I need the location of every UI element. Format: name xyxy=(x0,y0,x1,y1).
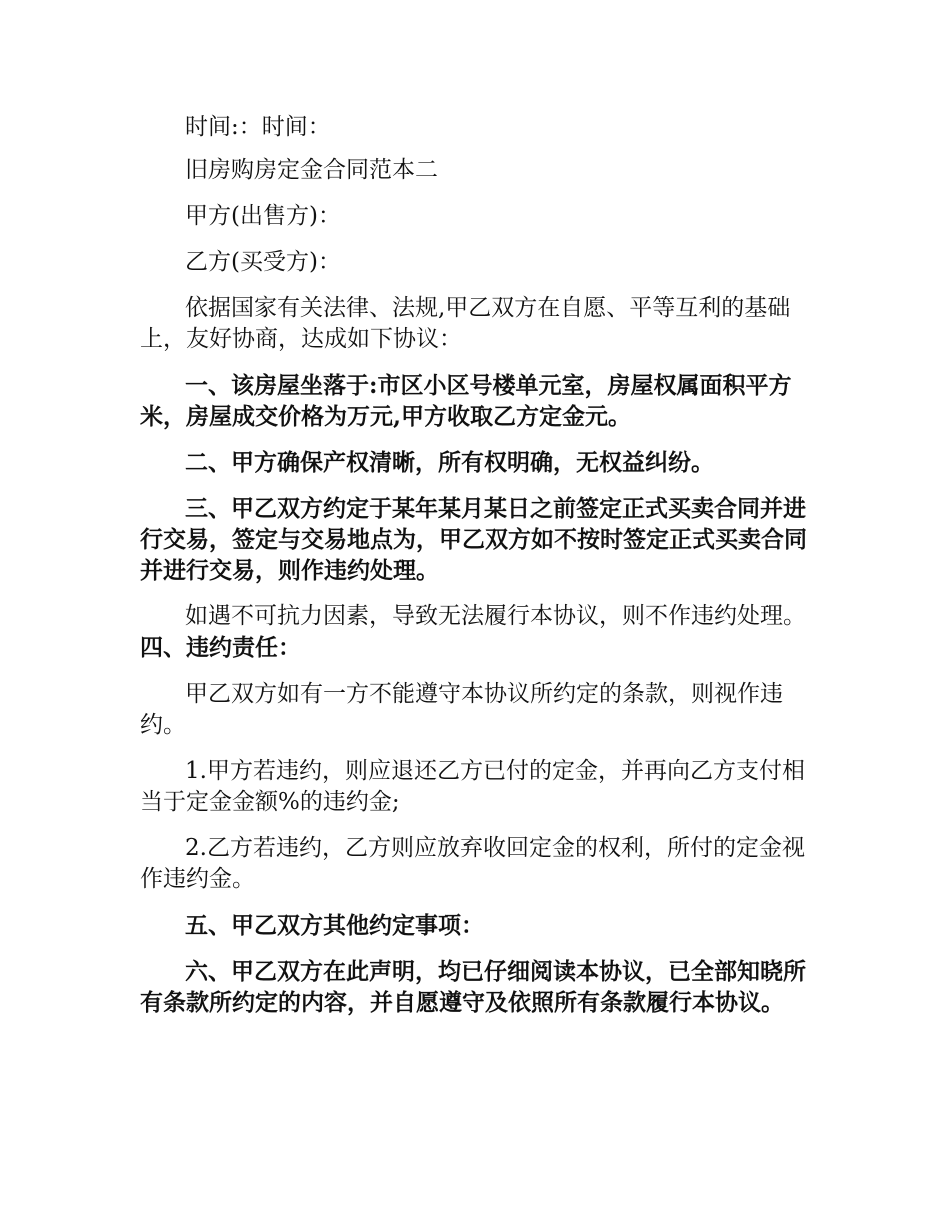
clause-3: 三、甲乙双方约定于某年某月某日之前签定正式买卖合同并进行交易，签定与交易地点为，甲乙双方如不按时签定正式买卖合同并进行交易，则作违约处理。 xyxy=(140,495,807,584)
breach-item-2: 2.乙方若违约，乙方则应放弃收回定金的权利，所付的定金视作违约金。 xyxy=(140,835,805,892)
force-majeure-paragraph xyxy=(140,601,812,664)
intro-paragraph: 依据国家有关法律、法规,甲乙双方在自愿、平等互利的基础上，友好协商，达成如下协议： xyxy=(140,295,791,352)
breach-intro: 甲乙双方如有一方不能遵守本协议所约定的条款，则视作违约。 xyxy=(140,681,783,738)
breach-item-1: 1.甲方若违约，则应退还乙方已付的定金，并再向乙方支付相当于定金金额%的违约金; xyxy=(140,758,805,815)
party-a-line: 甲方(出售方)： xyxy=(185,203,341,229)
party-b-line: 乙方(买受方)： xyxy=(185,249,341,275)
clause-2: 二、甲方确保产权清晰，所有权明确，无权益纠纷。 xyxy=(185,449,714,476)
clause-5: 五、甲乙双方其他约定事项： xyxy=(185,912,484,939)
document-title: 旧房购房定金合同范本二 xyxy=(185,157,438,183)
document-body xyxy=(140,112,812,1018)
time-line: 时间:：时间： xyxy=(185,114,331,140)
force-majeure-text: 如遇不可抗力因素，导致无法履行本协议，则不作违约处理。 xyxy=(185,603,806,629)
clause-1: 一、该房屋坐落于:市区小区号楼单元室，房屋权属面积平方米，房屋成交价格为万元,甲方收取乙方定金元。 xyxy=(140,372,792,430)
clause-4-heading: 四、违约责任： xyxy=(140,634,301,661)
clause-6: 六、甲乙双方在此声明，均已仔细阅读本协议，已全部知晓所有条款所约定的内容，并自愿遵守及依照所有条款履行本协议。 xyxy=(140,958,806,1016)
